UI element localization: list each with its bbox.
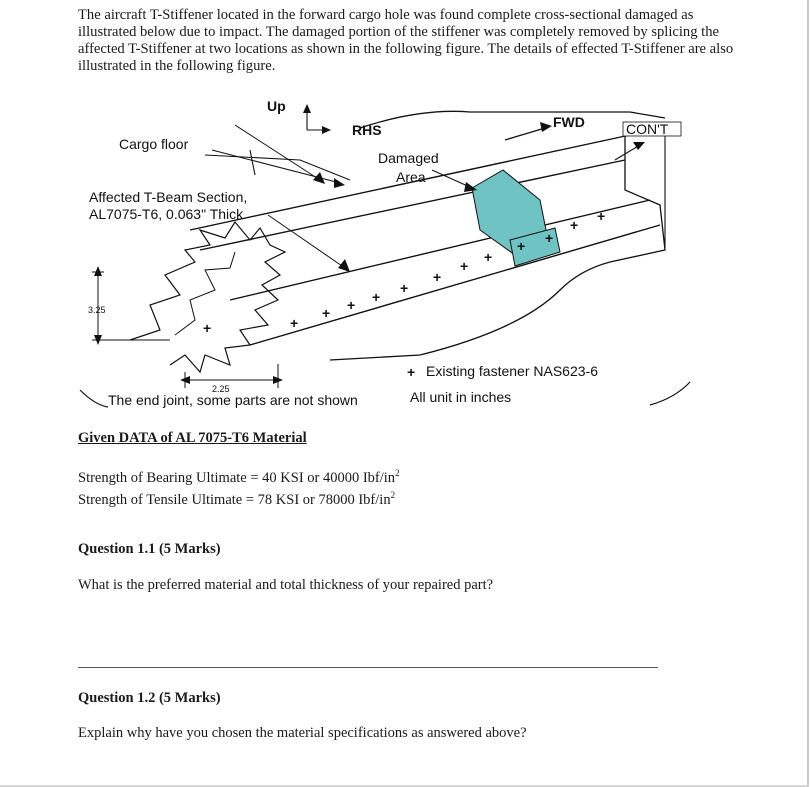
svg-text:+: + [460,258,469,274]
svg-text:+: + [433,269,442,285]
damaged-label-1: Damaged [378,150,439,166]
end-joint-note: The end joint, some parts are not shown [108,392,358,408]
right-swoosh [650,382,690,405]
question-2-text: Explain why have you chosen the material specifications as answered above? [78,725,527,741]
leader-rhs [235,125,320,180]
tensile-strength: Strength of Tensile Ultimate = 78 KSI or 78000 Ibf/$in^2$ [78,489,396,508]
svg-text:+: + [597,208,606,224]
intro-paragraph: The aircraft T-Stiffener located in the forward cargo hole was found complete cross-sectional damaged as illustrated below due to impact. The damaged portion of the stiffener was completely removed by splicing the affected T-Stiffener at two locations as shown in the following figure. The details of effected T-Stiffener are also illustrated in the following figure. [78,7,734,74]
svg-text:+: + [372,289,381,305]
jagged-break [130,222,285,372]
fwd-label: FWD [553,114,585,130]
cont-label: CON'T [626,121,669,137]
t-stiffener-figure [0,88,810,418]
question-1-title: Question 1.1 (5 Marks) [78,541,221,557]
units-note: All unit in inches [410,389,512,405]
leader-fwd [505,128,545,140]
svg-text:+: + [545,230,554,246]
material-strengths [78,465,400,509]
up-label: Up [267,98,286,114]
cargo-floor-label: Cargo floor [119,136,189,152]
question-1-text: What is the preferred material and total thickness of your repaired part? [78,577,494,593]
svg-text:+: + [517,238,526,254]
svg-text:+: + [347,297,356,313]
svg-text:+: + [290,315,299,331]
svg-text:+: + [203,320,212,336]
affected-label-2: AL7075-T6, 0.063" Thick [89,206,244,222]
floor-outline [360,111,665,128]
leader-cont [615,145,640,160]
stiffener-beam-mid2 [230,200,650,300]
leader-affected [268,215,345,268]
stiffener-beam-bottom [250,225,660,345]
fastener-legend-icon: + [407,364,416,380]
svg-text:+: + [322,305,331,321]
svg-text:+: + [570,217,579,233]
stiffener-beam-top [190,128,665,230]
svg-text:+: + [484,249,493,265]
fastener-legend: Existing fastener NAS623-6 [426,363,598,379]
upper-skin-line [205,150,350,180]
end-joint-swoosh [80,390,108,407]
question-2-title: Question 1.2 (5 Marks) [78,690,221,706]
damaged-label-2: Area [396,169,426,185]
dim-vertical-label: 3.25 [88,305,106,315]
answer-line[interactable] [78,667,658,668]
affected-label-1: Affected T-Beam Section, [89,189,248,205]
svg-text:+: + [400,280,409,296]
material-title: Given DATA of AL 7075-T6 Material [78,430,307,446]
dim-horizontal-label: 2.25 [212,384,230,394]
rhs-label: RHS [352,122,382,138]
bearing-strength: Strength of Bearing Ultimate = 40 KSI or 40000 Ibf/$in^2$ [78,468,400,486]
